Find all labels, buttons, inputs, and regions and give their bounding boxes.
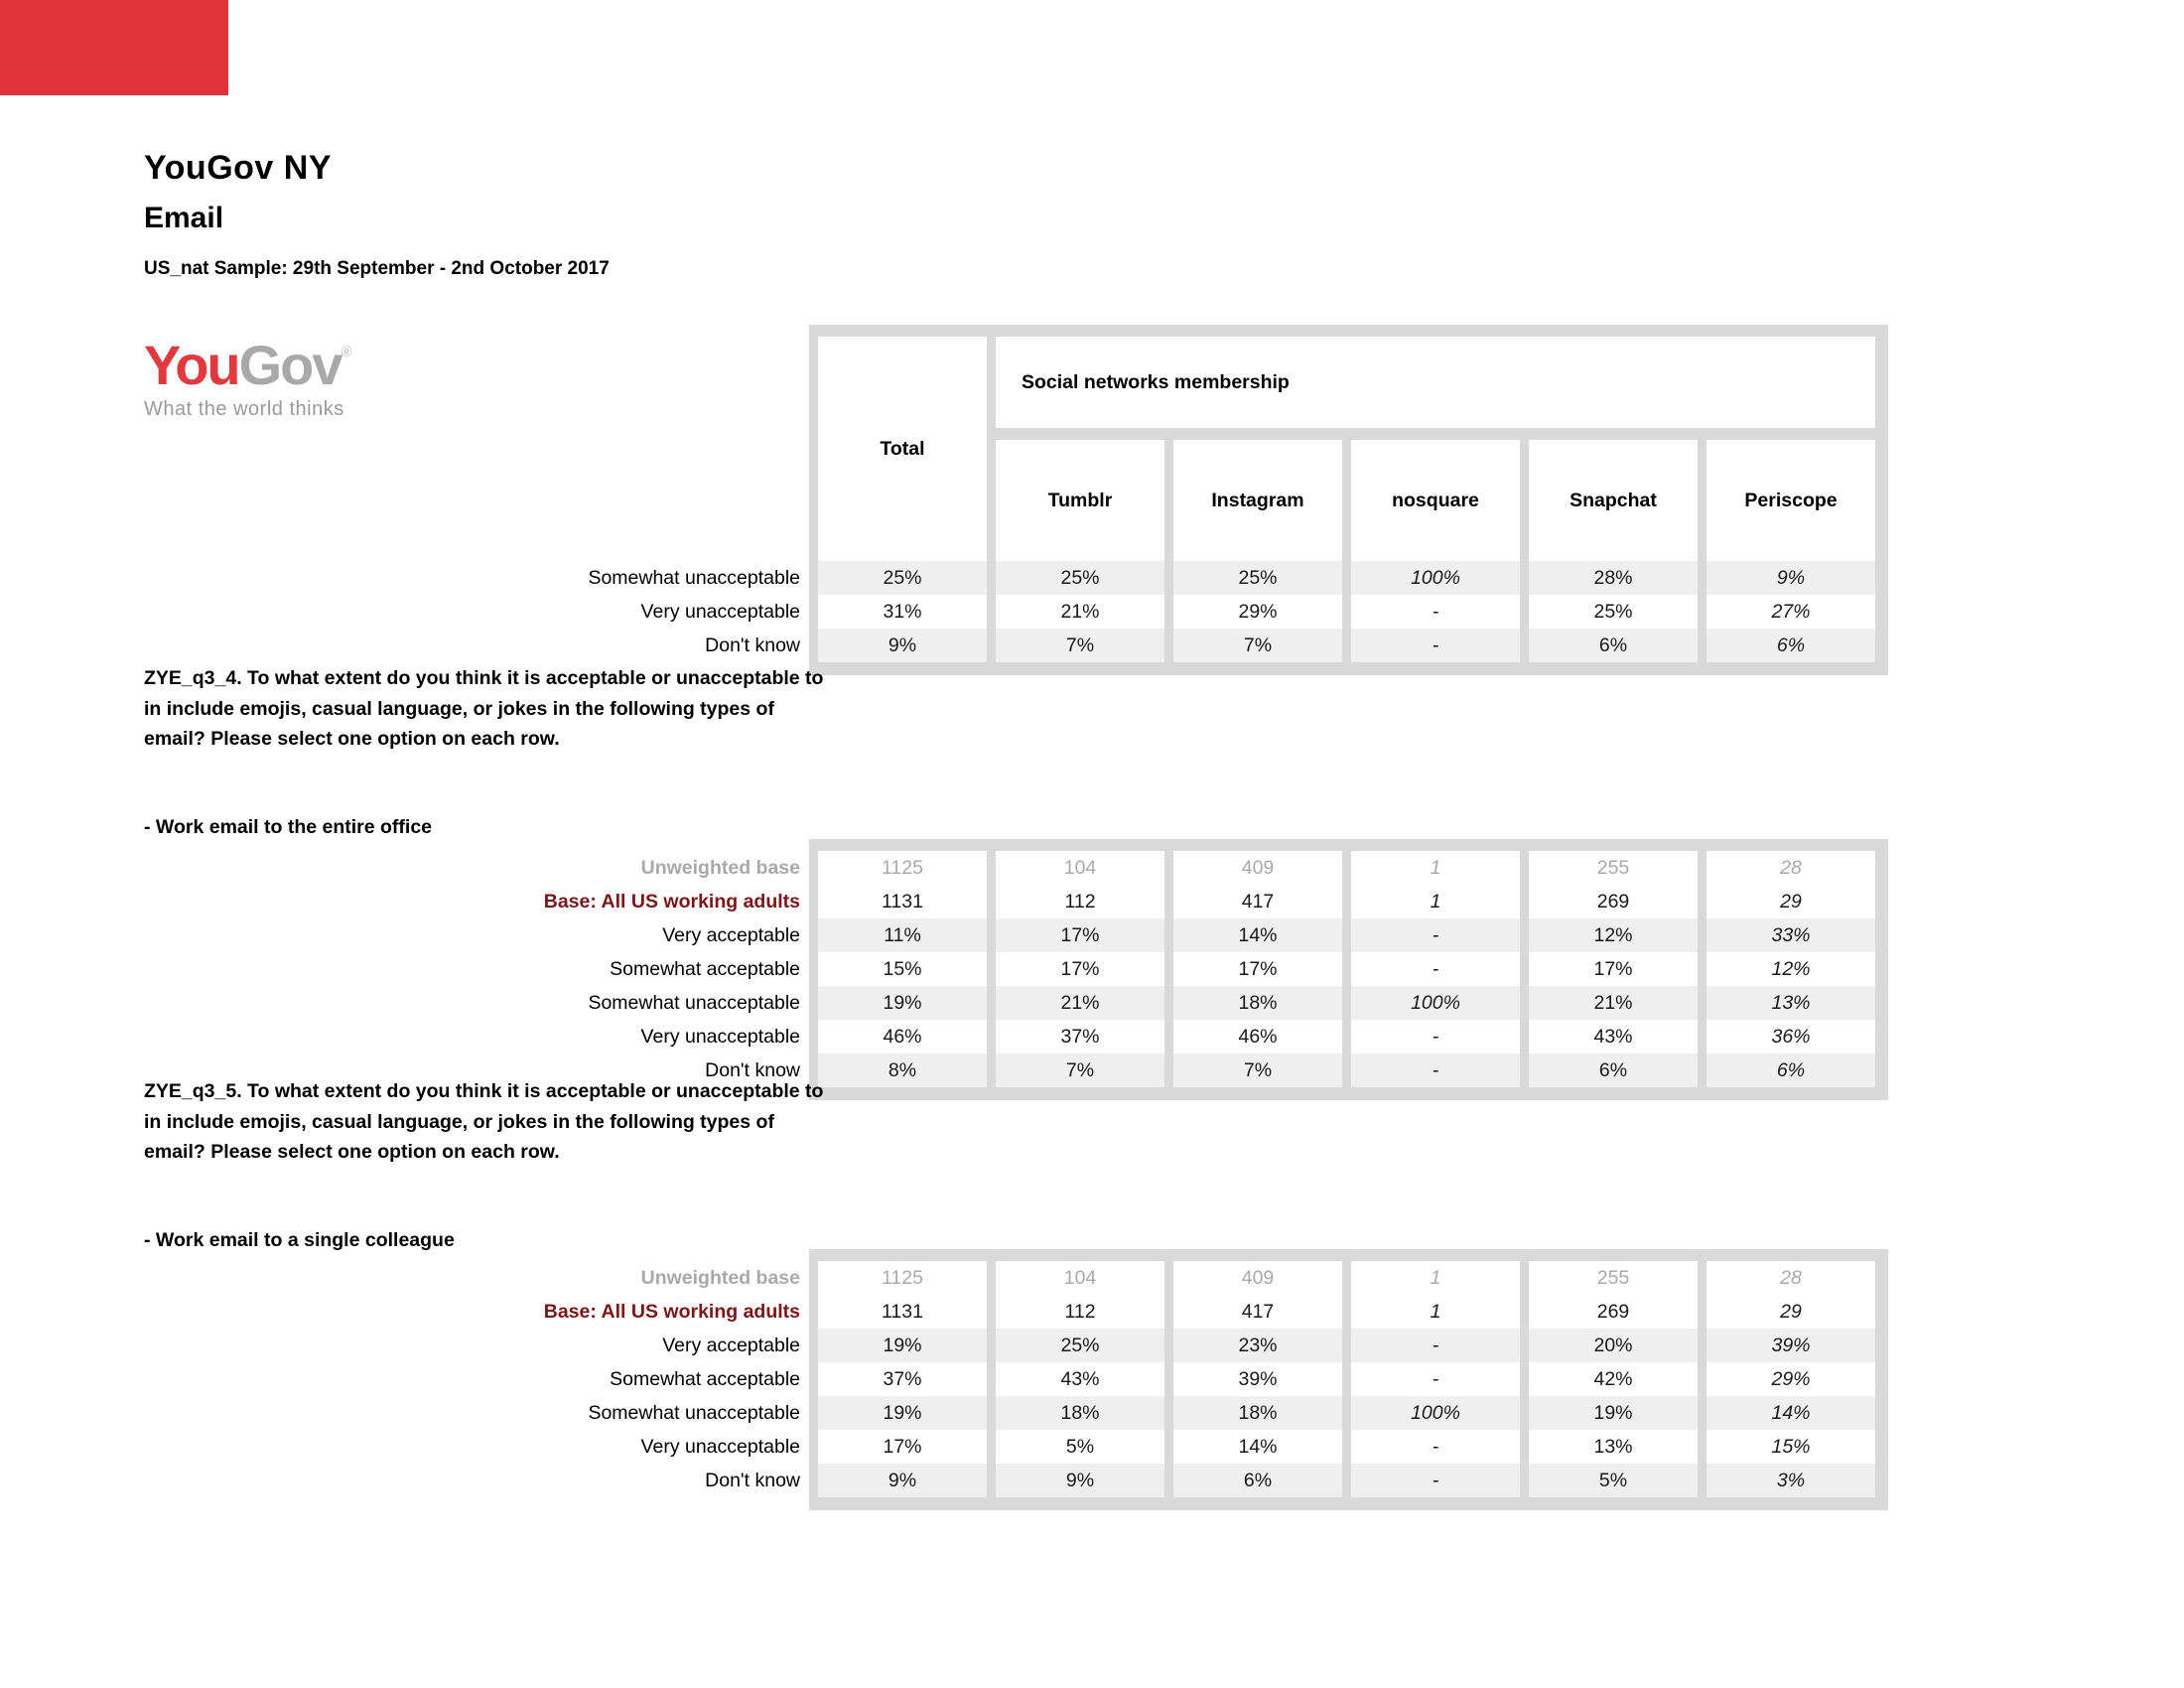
table-right-border [1875, 1329, 1888, 1362]
table-cell: 18% [1173, 986, 1342, 1020]
table-cell: 269 [1529, 1295, 1698, 1329]
table-cell: 43% [1529, 1020, 1698, 1054]
column-divider [1698, 1329, 1706, 1362]
table-cell: 104 [996, 1261, 1164, 1295]
column-divider [987, 1396, 996, 1430]
table-top-border [809, 839, 1888, 851]
column-divider [987, 561, 996, 595]
table-cell: 112 [996, 885, 1164, 918]
column-divider [987, 918, 996, 952]
column-divider [1698, 885, 1706, 918]
table-cell: 3% [1706, 1464, 1875, 1497]
question-item-entire-office: - Work email to the entire office [144, 816, 433, 838]
table-row [144, 1329, 1888, 1362]
table-cell: 9% [1706, 561, 1875, 595]
row-label: Very unacceptable [144, 595, 809, 629]
table-cell: 17% [996, 918, 1164, 952]
table-bottom-border [809, 1497, 1888, 1510]
table-row [144, 952, 1888, 986]
column-divider [809, 1362, 818, 1396]
column-divider [1164, 1020, 1173, 1054]
table-right-border [1875, 629, 1888, 662]
column-divider [1342, 1396, 1351, 1430]
table-cell: - [1351, 1464, 1520, 1497]
table-cell: - [1351, 1020, 1520, 1054]
column-divider [1342, 595, 1351, 629]
table-cell: 28% [1529, 561, 1698, 595]
column-divider [1520, 1430, 1529, 1464]
table-cell: - [1351, 952, 1520, 986]
table-cell: - [1351, 1329, 1520, 1362]
table-cell: 7% [1173, 1054, 1342, 1087]
column-divider [1342, 1362, 1351, 1396]
table-cell: 19% [1529, 1396, 1698, 1430]
table-cell: 1 [1351, 851, 1520, 885]
row-label: Somewhat acceptable [144, 1362, 809, 1396]
table-row [144, 595, 1888, 629]
column-divider [809, 1261, 818, 1295]
table-cell: - [1351, 629, 1520, 662]
column-divider [1342, 561, 1351, 595]
table-cell: 25% [1529, 595, 1698, 629]
table-right-border [1875, 561, 1888, 595]
column-header-snapchat: Snapchat [1529, 440, 1698, 561]
row-label: Very acceptable [144, 1329, 809, 1362]
table-cell: 20% [1529, 1329, 1698, 1362]
table-right-border [1875, 337, 1888, 561]
table-cell: 17% [818, 1430, 987, 1464]
column-divider [1164, 1362, 1173, 1396]
table-cell: 6% [1529, 1054, 1698, 1087]
table-cell: 8% [818, 1054, 987, 1087]
table-cell: 29% [1173, 595, 1342, 629]
table-cell: - [1351, 1054, 1520, 1087]
table-cell: 39% [1173, 1362, 1342, 1396]
column-divider [1698, 595, 1706, 629]
table-cell: 7% [996, 1054, 1164, 1087]
column-divider [1698, 1295, 1706, 1329]
column-divider [1520, 1054, 1529, 1087]
table-right-border [1875, 1464, 1888, 1497]
table-right-border [1875, 1295, 1888, 1329]
column-divider [1520, 1362, 1529, 1396]
table-cell: 417 [1173, 885, 1342, 918]
table-row [144, 986, 1888, 1020]
column-divider [1164, 1464, 1173, 1497]
column-divider [1520, 595, 1529, 629]
column-divider [987, 629, 996, 662]
column-divider [809, 1464, 818, 1497]
table-cell: 28 [1706, 1261, 1875, 1295]
table-cell: 39% [1706, 1329, 1875, 1362]
row-label: Base: All US working adults [144, 1295, 809, 1329]
table-cell: 27% [1706, 595, 1875, 629]
column-divider [1698, 952, 1706, 986]
table-right-border [1875, 1396, 1888, 1430]
column-divider [1164, 1430, 1173, 1464]
column-divider [1164, 595, 1173, 629]
column-divider [1520, 1295, 1529, 1329]
column-divider [1164, 629, 1173, 662]
column-divider [1520, 918, 1529, 952]
table-cell: 13% [1706, 986, 1875, 1020]
table-cell: 1 [1351, 885, 1520, 918]
column-divider [1342, 885, 1351, 918]
column-divider [1164, 440, 1173, 561]
table-cell: 1131 [818, 885, 987, 918]
row-label: Unweighted base [144, 851, 809, 885]
table-row [144, 561, 1888, 595]
registered-mark-icon: ® [341, 344, 352, 360]
table-cell: 42% [1529, 1362, 1698, 1396]
table-cell: 1125 [818, 1261, 987, 1295]
row-label: Base: All US working adults [144, 885, 809, 918]
logo-tagline: What the world thinks [144, 398, 344, 420]
table-column-header [809, 325, 1888, 561]
table-row [144, 918, 1888, 952]
table-cell: 33% [1706, 918, 1875, 952]
table-cell: 6% [1706, 1054, 1875, 1087]
table-cell: 14% [1706, 1396, 1875, 1430]
column-divider [809, 885, 818, 918]
table-cell: 11% [818, 918, 987, 952]
column-divider [987, 1464, 996, 1497]
table-cell: 15% [818, 952, 987, 986]
table-cell: 409 [1173, 851, 1342, 885]
column-divider [1342, 1054, 1351, 1087]
table-row [144, 1020, 1888, 1054]
table-cell: 417 [1173, 1295, 1342, 1329]
column-divider [1164, 1396, 1173, 1430]
table-right-border [1875, 595, 1888, 629]
column-divider [1698, 561, 1706, 595]
table-cell: 269 [1529, 885, 1698, 918]
column-divider [987, 986, 996, 1020]
column-divider [809, 851, 818, 885]
column-divider [1520, 561, 1529, 595]
column-divider [1698, 1464, 1706, 1497]
row-label: Very acceptable [144, 918, 809, 952]
table-cell: 21% [996, 595, 1164, 629]
column-divider [1698, 1430, 1706, 1464]
column-divider [1342, 1329, 1351, 1362]
table-cell: 112 [996, 1295, 1164, 1329]
table-cell: 9% [996, 1464, 1164, 1497]
column-divider [809, 595, 818, 629]
row-label: Very unacceptable [144, 1430, 809, 1464]
page-title: YouGov NY [144, 149, 332, 187]
column-divider [1342, 1464, 1351, 1497]
table-right-border [1875, 918, 1888, 952]
table-right-border [1875, 1020, 1888, 1054]
table-cell: 100% [1351, 986, 1520, 1020]
table-row [144, 1295, 1888, 1329]
column-header-total: Total [818, 337, 987, 561]
column-divider [1520, 1396, 1529, 1430]
table-right-border [1875, 851, 1888, 885]
table-cell: 17% [996, 952, 1164, 986]
table-row [144, 885, 1888, 918]
table-cell: 409 [1173, 1261, 1342, 1295]
brand-red-block [0, 0, 228, 95]
table-cell: 19% [818, 986, 987, 1020]
table-row [144, 1362, 1888, 1396]
column-divider [1342, 918, 1351, 952]
column-divider [1164, 952, 1173, 986]
column-divider [1520, 1464, 1529, 1497]
table-cell: 5% [996, 1430, 1164, 1464]
table-cell: 31% [818, 595, 987, 629]
table-cell: 19% [818, 1396, 987, 1430]
table-cell: 23% [1173, 1329, 1342, 1362]
column-divider [1520, 952, 1529, 986]
column-divider [1698, 1362, 1706, 1396]
row-label: Somewhat unacceptable [144, 1396, 809, 1430]
table-cell: 29 [1706, 885, 1875, 918]
table-cell: 37% [996, 1020, 1164, 1054]
column-divider [1342, 952, 1351, 986]
column-divider [1520, 885, 1529, 918]
table-cell: 14% [1173, 918, 1342, 952]
column-divider [987, 1054, 996, 1087]
column-divider [809, 986, 818, 1020]
column-header-tumblr: Tumblr [996, 440, 1164, 561]
table-cell: 12% [1706, 952, 1875, 986]
table-cell: 46% [818, 1020, 987, 1054]
column-divider [809, 1329, 818, 1362]
table-bottom-border [809, 1087, 1888, 1100]
group-header-social-networks: Social networks membership [996, 337, 1875, 428]
column-divider [1520, 851, 1529, 885]
row-label: Somewhat acceptable [144, 952, 809, 986]
column-divider [1698, 1261, 1706, 1295]
column-divider [987, 1261, 996, 1295]
table-cell: 6% [1173, 1464, 1342, 1497]
table-bottom-border [809, 662, 1888, 675]
column-divider [1164, 918, 1173, 952]
column-divider [1520, 1261, 1529, 1295]
table-cell: 6% [1529, 629, 1698, 662]
column-header-instagram: Instagram [1173, 440, 1342, 561]
table-right-border [1875, 1430, 1888, 1464]
table-row [144, 629, 1888, 662]
question-item-single-colleague: - Work email to a single colleague [144, 1229, 455, 1251]
page-subtitle: Email [144, 202, 224, 234]
column-divider [809, 952, 818, 986]
column-divider [1164, 1295, 1173, 1329]
table-cell: 14% [1173, 1430, 1342, 1464]
column-divider [1164, 1329, 1173, 1362]
table-right-border [1875, 885, 1888, 918]
table-cell: 9% [818, 629, 987, 662]
table-cell: 100% [1351, 1396, 1520, 1430]
question-text-zye-q3-5: ZYE_q3_5. To what extent do you think it is acceptable or unacceptable to in include emojis, casual language, or jokes in the following types of email? Please select one option on each row. [144, 1080, 824, 1163]
header-divider [996, 428, 1875, 440]
table-right-border [1875, 1261, 1888, 1295]
table-cell: 17% [1173, 952, 1342, 986]
table-cell: 25% [996, 1329, 1164, 1362]
column-divider [809, 1295, 818, 1329]
row-label: Don't know [144, 1464, 809, 1497]
table-cell: 18% [1173, 1396, 1342, 1430]
column-divider [987, 1329, 996, 1362]
column-divider [1698, 1020, 1706, 1054]
table-cell: 12% [1529, 918, 1698, 952]
table-top-border [809, 325, 1888, 337]
column-divider [1342, 1020, 1351, 1054]
column-divider [987, 595, 996, 629]
column-divider [1698, 1054, 1706, 1087]
table-cell: - [1351, 1430, 1520, 1464]
table-cell: 13% [1529, 1430, 1698, 1464]
column-divider [1520, 1020, 1529, 1054]
column-divider [1698, 1396, 1706, 1430]
table-cell: 25% [818, 561, 987, 595]
logo-you-text: You [144, 334, 239, 396]
column-divider [1342, 1261, 1351, 1295]
table-cell: 21% [996, 986, 1164, 1020]
column-divider [987, 1295, 996, 1329]
table-body [144, 561, 1888, 662]
column-divider [1164, 885, 1173, 918]
column-divider [987, 885, 996, 918]
column-divider [1342, 440, 1351, 561]
row-label: Very unacceptable [144, 1020, 809, 1054]
table-top-border [809, 1249, 1888, 1261]
data-table-single-colleague [144, 1249, 1888, 1510]
table-right-border [1875, 952, 1888, 986]
table-cell: 1 [1351, 1261, 1520, 1295]
table-cell: 1125 [818, 851, 987, 885]
table-row [144, 1430, 1888, 1464]
column-divider [1342, 1295, 1351, 1329]
column-divider [809, 561, 818, 595]
column-divider [987, 952, 996, 986]
table-cell: 19% [818, 1329, 987, 1362]
column-divider [809, 629, 818, 662]
table-cell: 104 [996, 851, 1164, 885]
column-divider [987, 851, 996, 885]
table-cell: 29% [1706, 1362, 1875, 1396]
table-body [144, 851, 1888, 1087]
table-cell: 9% [818, 1464, 987, 1497]
column-divider [809, 1430, 818, 1464]
table-row [144, 1261, 1888, 1295]
column-divider [987, 337, 996, 561]
column-divider [1164, 561, 1173, 595]
table-cell: 29 [1706, 1295, 1875, 1329]
table-cell: 37% [818, 1362, 987, 1396]
table-cell: - [1351, 595, 1520, 629]
table-cell: 7% [1173, 629, 1342, 662]
column-divider [1164, 1261, 1173, 1295]
table-cell: 21% [1529, 986, 1698, 1020]
data-table-entire-office [144, 839, 1888, 1100]
table-right-border [1875, 1054, 1888, 1087]
table-row [144, 1464, 1888, 1497]
table-cell: 46% [1173, 1020, 1342, 1054]
table-right-border [1875, 986, 1888, 1020]
column-divider [1520, 629, 1529, 662]
column-divider [1520, 1329, 1529, 1362]
column-divider [1342, 851, 1351, 885]
table-cell: - [1351, 1362, 1520, 1396]
column-header-periscope: Periscope [1706, 440, 1875, 561]
table-cell: 1 [1351, 1295, 1520, 1329]
column-divider [1342, 1430, 1351, 1464]
table-cell: 1131 [818, 1295, 987, 1329]
column-divider [987, 1020, 996, 1054]
table-cell: 43% [996, 1362, 1164, 1396]
column-divider [1698, 440, 1706, 561]
row-label: Don't know [144, 629, 809, 662]
table-cell: 25% [1173, 561, 1342, 595]
table-row [144, 851, 1888, 885]
column-divider [1164, 1054, 1173, 1087]
column-divider [1698, 851, 1706, 885]
column-divider [1698, 918, 1706, 952]
table-cell: 36% [1706, 1020, 1875, 1054]
table-right-border [1875, 1362, 1888, 1396]
question-text-zye-q3-4: ZYE_q3_4. To what extent do you think it is acceptable or unacceptable to in include emojis, casual language, or jokes in the following types of email? Please select one option on each row. [144, 667, 824, 750]
table-cell: 28 [1706, 851, 1875, 885]
column-divider [809, 1020, 818, 1054]
column-divider [1164, 986, 1173, 1020]
column-divider [1520, 440, 1529, 561]
column-divider [1698, 986, 1706, 1020]
column-divider [1342, 629, 1351, 662]
table-cell: 255 [1529, 851, 1698, 885]
column-divider [987, 1362, 996, 1396]
table-cell: 15% [1706, 1430, 1875, 1464]
table-cell: 18% [996, 1396, 1164, 1430]
column-divider [1342, 986, 1351, 1020]
column-divider [809, 1396, 818, 1430]
logo-gov-text: Gov [238, 334, 341, 396]
table-cell: 5% [1529, 1464, 1698, 1497]
row-label: Don't know [144, 1054, 809, 1087]
table-body [144, 1261, 1888, 1497]
data-table-partial [144, 561, 1888, 675]
table-cell: 255 [1529, 1261, 1698, 1295]
row-label: Somewhat unacceptable [144, 561, 809, 595]
table-left-border [809, 337, 818, 561]
column-divider [1698, 629, 1706, 662]
row-label: Unweighted base [144, 1261, 809, 1295]
column-divider [1520, 986, 1529, 1020]
column-divider [987, 1430, 996, 1464]
table-cell: 100% [1351, 561, 1520, 595]
table-cell: 25% [996, 561, 1164, 595]
row-label: Somewhat unacceptable [144, 986, 809, 1020]
yougov-logo-wordmark [144, 334, 352, 396]
table-cell: 7% [996, 629, 1164, 662]
column-header-nosquare: nosquare [1351, 440, 1520, 561]
sample-line: US_nat Sample: 29th September - 2nd October 2017 [144, 258, 610, 279]
table-cell: - [1351, 918, 1520, 952]
yougov-logo [144, 334, 352, 420]
column-divider [1164, 851, 1173, 885]
table-cell: 17% [1529, 952, 1698, 986]
table-cell: 6% [1706, 629, 1875, 662]
table-row [144, 1396, 1888, 1430]
column-divider [809, 918, 818, 952]
